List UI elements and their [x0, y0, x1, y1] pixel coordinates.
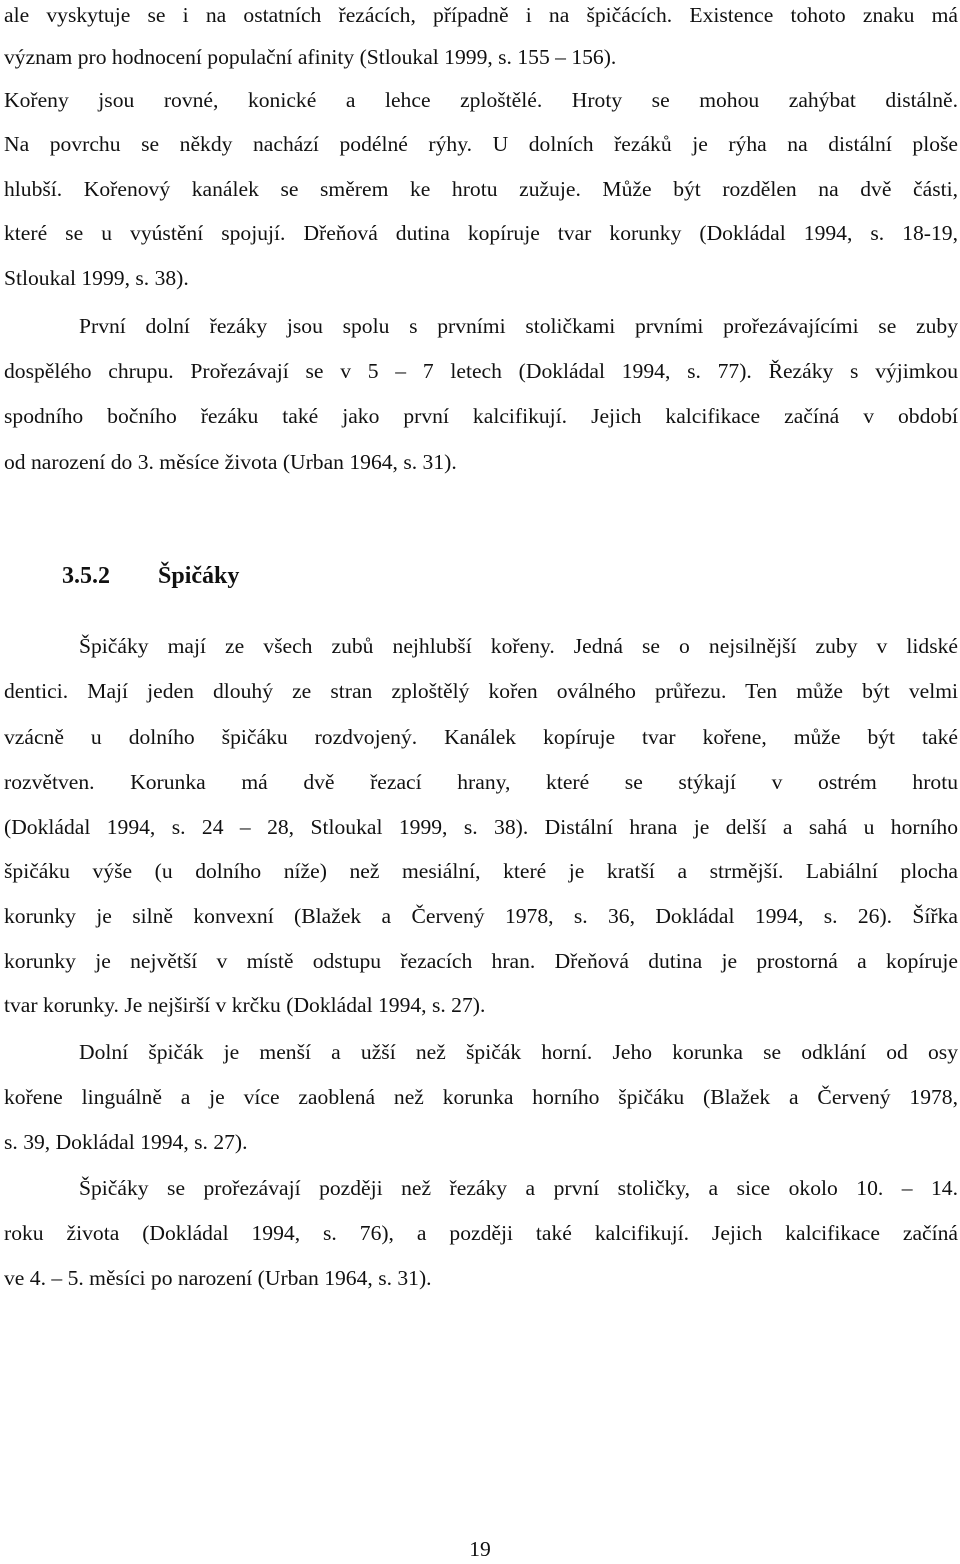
- text-line: tvar korunky. Je nejširší v krčku (Dokládal 1994, s. 27).: [4, 993, 486, 1017]
- text-line: ve 4. – 5. měsíci po narození (Urban 1964, s. 31).: [4, 1266, 432, 1290]
- page-number: 19: [469, 1537, 491, 1561]
- text-line: rozvětven. Korunka má dvě řezací hrany, které se stýkají v ostrém hrotu: [4, 770, 958, 794]
- text-line: které se u vyústění spojují. Dřeňová dutina kopíruje tvar korunky (Dokládal 1994, s. 18-19,: [4, 221, 958, 245]
- text-line: korunky je největší v místě odstupu řezacích hran. Dřeňová dutina je prostorná a kopíruje: [4, 949, 958, 973]
- text-line: dentici. Mají jeden dlouhý ze stran zploštělý kořen oválného průřezu. Ten může být velmi: [4, 679, 958, 703]
- text-line: Špičáky mají ze všech zubů nejhlubší kořeny. Jedná se o nejsilnější zuby v lidské: [79, 634, 958, 658]
- text-line: Dolní špičák je menší a užší než špičák horní. Jeho korunka se odklání od osy: [79, 1040, 958, 1064]
- text-line: spodního bočního řezáku také jako první kalcifikují. Jejich kalcifikace začíná v období: [4, 404, 958, 428]
- text-line: s. 39, Dokládal 1994, s. 27).: [4, 1130, 248, 1154]
- text-line: dospělého chrupu. Prořezávají se v 5 – 7 letech (Dokládal 1994, s. 77). Řezáky s výjimkou: [4, 359, 958, 383]
- text-line: Kořeny jsou rovné, konické a lehce zploštělé. Hroty se mohou zahýbat distálně.: [4, 88, 958, 112]
- section-heading: [62, 559, 239, 593]
- text-line: Špičáky se prořezávají později než řezáky a první stoličky, a sice okolo 10. – 14.: [79, 1176, 958, 1200]
- text-line: hlubší. Kořenový kanálek se směrem ke hrotu zužuje. Může být rozdělen na dvě části,: [4, 177, 958, 201]
- section-number: 3.5.2: [62, 563, 110, 589]
- text-line: kořene linguálně a je více zaoblená než korunka horního špičáku (Blažek a Červený 1978,: [4, 1085, 958, 1109]
- text-line: (Dokládal 1994, s. 24 – 28, Stloukal 1999, s. 38). Distální hrana je delší a sahá u horního: [4, 815, 958, 839]
- section-title: Špičáky: [158, 563, 240, 589]
- text-line: vzácně u dolního špičáku rozdvojený. Kanálek kopíruje tvar kořene, může být také: [4, 725, 958, 749]
- text-line: ale vyskytuje se i na ostatních řezácích, případně i na špičácích. Existence tohoto znaku má: [4, 3, 958, 27]
- text-line: význam pro hodnocení populační afinity (Stloukal 1999, s. 155 – 156).: [4, 45, 617, 69]
- text-line: První dolní řezáky jsou spolu s prvními stoličkami prvními prořezávajícími se zuby: [79, 314, 958, 338]
- text-line: Stloukal 1999, s. 38).: [4, 266, 189, 290]
- text-line: roku života (Dokládal 1994, s. 76), a později také kalcifikují. Jejich kalcifikace začíná: [4, 1221, 958, 1245]
- text-line: korunky je silně konvexní (Blažek a Červený 1978, s. 36, Dokládal 1994, s. 26). Šířka: [4, 904, 958, 928]
- text-line: od narození do 3. měsíce života (Urban 1964, s. 31).: [4, 450, 457, 474]
- text-line: Na povrchu se někdy nachází podélné rýhy. U dolních řezáků je rýha na distální ploše: [4, 132, 958, 156]
- text-line: špičáku výše (u dolního níže) než mesiální, které je kratší a strmější. Labiální plocha: [4, 859, 958, 883]
